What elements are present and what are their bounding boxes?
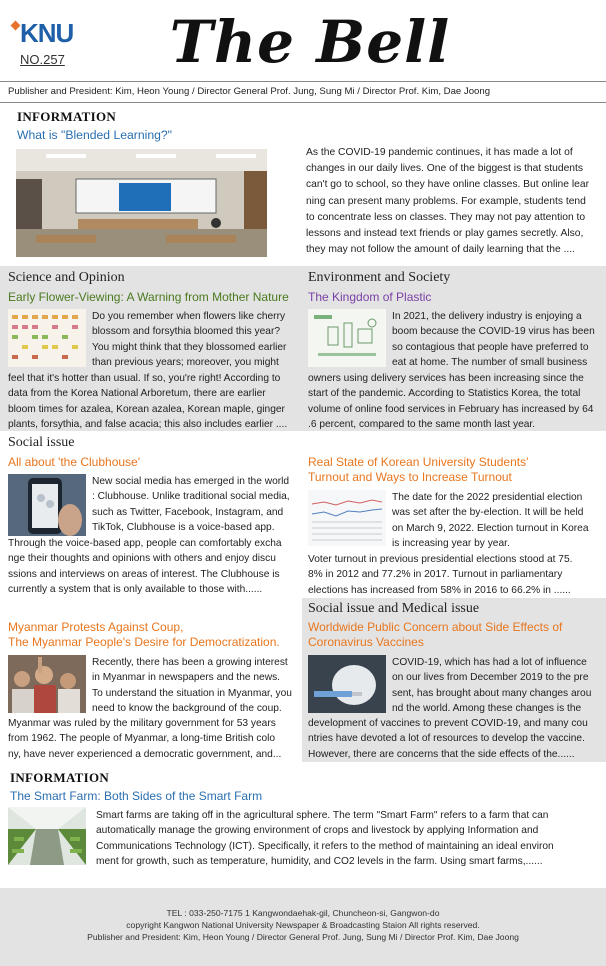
body-line: As the COVID-19 pandemic continues, it has made a lot of — [306, 147, 573, 158]
article-headline-myanmar[interactable] — [8, 620, 280, 650]
logo-dot-icon — [11, 21, 21, 31]
body-line: New social media has emerged in the world — [92, 476, 290, 487]
body-line: data from the Korea National Arboretum, there are earlier — [8, 388, 266, 400]
section-label: INFORMATION — [10, 770, 110, 785]
body-line: lessons and instead text friends or play games secretly. Also, — [306, 228, 584, 240]
body-line: Voter turnout in previous presidential elections stood at 75. — [308, 554, 573, 565]
body-line: owners using delivery services has been increasing since the — [308, 373, 584, 384]
body-line: TikTok, Clubhouse is a voice-based app. — [92, 522, 275, 534]
article-body — [308, 552, 598, 598]
body-line: To understand the situation in Myanmar, you — [92, 687, 292, 699]
article-headline-blended-learning[interactable]: What is "Blended Learning?" — [17, 128, 172, 142]
body-line: However, there are concerns that the side effects of the...... — [308, 748, 575, 760]
headline-line: The Myanmar People's Desire for Democratization. — [8, 635, 280, 649]
publisher-line: Publisher and President: Kim, Heon Young / Director General Prof. Jung, Sung Mi / Director Prof. Kim, Dae Joong — [8, 86, 491, 97]
section-label: Environment and Society — [308, 270, 451, 285]
body-line: need to know the background of the coup. — [92, 703, 282, 715]
article-body — [8, 371, 302, 433]
body-line: ning can present many problems. For example, students tend — [306, 195, 586, 207]
section-label: Social issue and Medical issue — [308, 601, 480, 616]
classroom-photo — [16, 149, 267, 257]
vaccine-photo — [308, 655, 386, 713]
article-body — [96, 808, 598, 870]
body-line: volume of online food services in February has increased by 64 — [308, 403, 594, 415]
body-line: currently a system that is only available to those with...... — [8, 584, 263, 596]
body-line: 8% in 2012 and 77.2% in 2017. Turnout in parliamentary — [308, 569, 563, 581]
body-line: ny, have never experienced a democratic government, and... — [8, 748, 282, 760]
body-line: development of vaccines to prevent COVID-19, and many cou — [308, 718, 588, 729]
body-line: on March 9, 2022. Election turnout in Korea — [392, 522, 589, 534]
body-line: sent, has brought about many changes arou — [392, 687, 592, 699]
divider — [0, 81, 606, 82]
article-body — [308, 371, 598, 433]
headline-line: Turnout and Ways to Increase Turnout — [308, 470, 512, 484]
plastic-illustration — [308, 309, 386, 367]
flower-chart-image — [8, 309, 86, 367]
section-label: Social issue — [8, 435, 75, 450]
article-headline-vaccine[interactable] — [308, 620, 562, 650]
section-label: Science and Opinion — [8, 270, 125, 285]
body-line: from 1962. The people of Myanmar, a long-time British colo — [8, 733, 276, 745]
body-line: elections has increased from 58% in 2016 to 66.2% in ...... — [308, 584, 571, 596]
turnout-chart-image — [308, 490, 386, 546]
body-line: In 2021, the delivery industry is enjoying a — [392, 311, 582, 322]
issue-number[interactable]: NO.257 — [20, 52, 65, 67]
body-line: on our lives from December 2019 to the pre — [392, 672, 589, 684]
footer-copyright: copyright Kangwon National University Newspaper & Broadcasting Staion All rights reserved. — [126, 920, 480, 930]
headline-line: Myanmar Protests Against Coup, — [8, 620, 184, 634]
protest-photo — [8, 655, 86, 713]
footer-contact: TEL : 033-250-7175 1 Kangwondaehak-gil, Chuncheon-si, Gangwon-do — [166, 908, 440, 918]
article-headline-turnout[interactable] — [308, 455, 528, 485]
article-body — [92, 474, 298, 536]
body-line: .6 percent, compared to the same month last year. — [308, 419, 536, 431]
divider — [0, 102, 606, 103]
body-line: was set after the by-election. It will be held — [392, 507, 584, 519]
article-body — [306, 145, 596, 258]
body-line: ntries have devoted a lot of resources to develop the vaccine. — [308, 733, 585, 745]
knu-logo — [10, 18, 94, 48]
body-line: blossom and forsythia bloomed this year? — [92, 326, 281, 338]
body-line: eat at home. The number of small business — [392, 357, 588, 369]
body-line: boom because the COVID-19 virus has been — [392, 326, 595, 338]
body-line: ssions and interviews on areas of interest. The Clubhouse is — [8, 568, 280, 580]
body-line: plants, forsythia, and false acacia; this also includes earlier .... — [8, 419, 288, 431]
body-line: bloom times for azalea, Korean azalea, Korean maple, ginger — [8, 403, 285, 415]
article-body — [392, 490, 598, 552]
body-line: nd the world. Among these changes is the — [392, 703, 582, 715]
footer-publisher: Publisher and President: Kim, Heon Young / Director General Prof. Jung, Sung Mi / Director Prof. Kim, Dae Joong — [87, 932, 519, 942]
body-line: such as Twitter, Facebook, Instagram, and — [92, 506, 284, 518]
article-headline-flower-viewing[interactable]: Early Flower-Viewing: A Warning from Mother Nature — [8, 290, 289, 304]
headline-line: Real State of Korean University Students' — [308, 455, 529, 469]
section-label: INFORMATION — [17, 109, 117, 124]
article-body — [308, 716, 598, 762]
body-line: feel that it's hotter than usual. If so, you're right! According to — [8, 373, 281, 384]
body-line: The date for the 2022 presidential election — [392, 492, 583, 503]
article-body — [92, 655, 298, 717]
body-line: nge their thoughts and opinions with others and enjoy discu — [8, 553, 276, 565]
body-line: ment for growth, such as temperature, humidity, and CO2 levels in the farm. Using smart farms,...... — [96, 856, 543, 868]
body-line: changes in our daily lives. One of the biggest is that students — [306, 163, 584, 175]
body-line: Smart farms are taking off in the agricultural sphere. The term "Smart Farm" refers to a farm that can — [96, 810, 549, 821]
body-line: is increasing year by year. — [392, 538, 510, 550]
article-headline-kingdom-of-plastic[interactable]: The Kingdom of Plastic — [308, 290, 432, 304]
body-line: Myanmar was ruled by the military government for 53 years — [8, 718, 276, 729]
body-line: Through the voice-based app, people can comfortably excha — [8, 538, 282, 549]
body-line: so contagious that people have preferred to — [392, 341, 589, 353]
body-line: You might think that they blossomed earlier — [92, 341, 287, 353]
article-headline-smart-farm[interactable]: The Smart Farm: Both Sides of the Smart Farm — [10, 789, 263, 803]
body-line: they may not follow the amount of daily learning that the .... — [306, 244, 576, 256]
smart-farm-photo — [8, 807, 86, 865]
body-line: Recently, there has been a growing interest — [92, 657, 288, 668]
body-line: Do you remember when flowers like cherry — [92, 311, 286, 322]
article-body — [92, 309, 302, 371]
headline-line: Worldwide Public Concern about Side Effects of — [308, 620, 563, 634]
article-body — [8, 536, 298, 598]
body-line: in Myanmar in newspapers and the news. — [92, 672, 281, 684]
article-body — [8, 716, 298, 762]
article-body — [392, 309, 598, 371]
body-line: to concentrate less on classes. They may not pay attention to — [306, 211, 586, 223]
body-line: Communications Technology (ICT). Specifically, it refers to the method of maintaining an ideal environ — [96, 840, 554, 852]
body-line: : Clubhouse. Unlike traditional social media, — [92, 491, 290, 503]
footer — [0, 888, 606, 966]
headline-line: Coronavirus Vaccines — [308, 635, 424, 649]
article-headline-clubhouse[interactable]: All about 'the Clubhouse' — [8, 455, 141, 469]
phone-photo — [8, 474, 86, 536]
masthead-title: The Bell — [169, 8, 451, 76]
body-line: can't go to school, so they have online classes. But online lear — [306, 179, 590, 191]
article-body — [392, 655, 598, 717]
body-line: than previous years; moreover, you might — [92, 357, 279, 369]
logo-text: KNU — [20, 18, 74, 48]
body-line: COVID-19, which has had a lot of influence — [392, 657, 587, 668]
body-line: automatically manage the growing environment of crops and livestock by applying Information and — [96, 825, 539, 837]
body-line: start of the pandemic. According to Statistics Korea, the total — [308, 388, 581, 400]
